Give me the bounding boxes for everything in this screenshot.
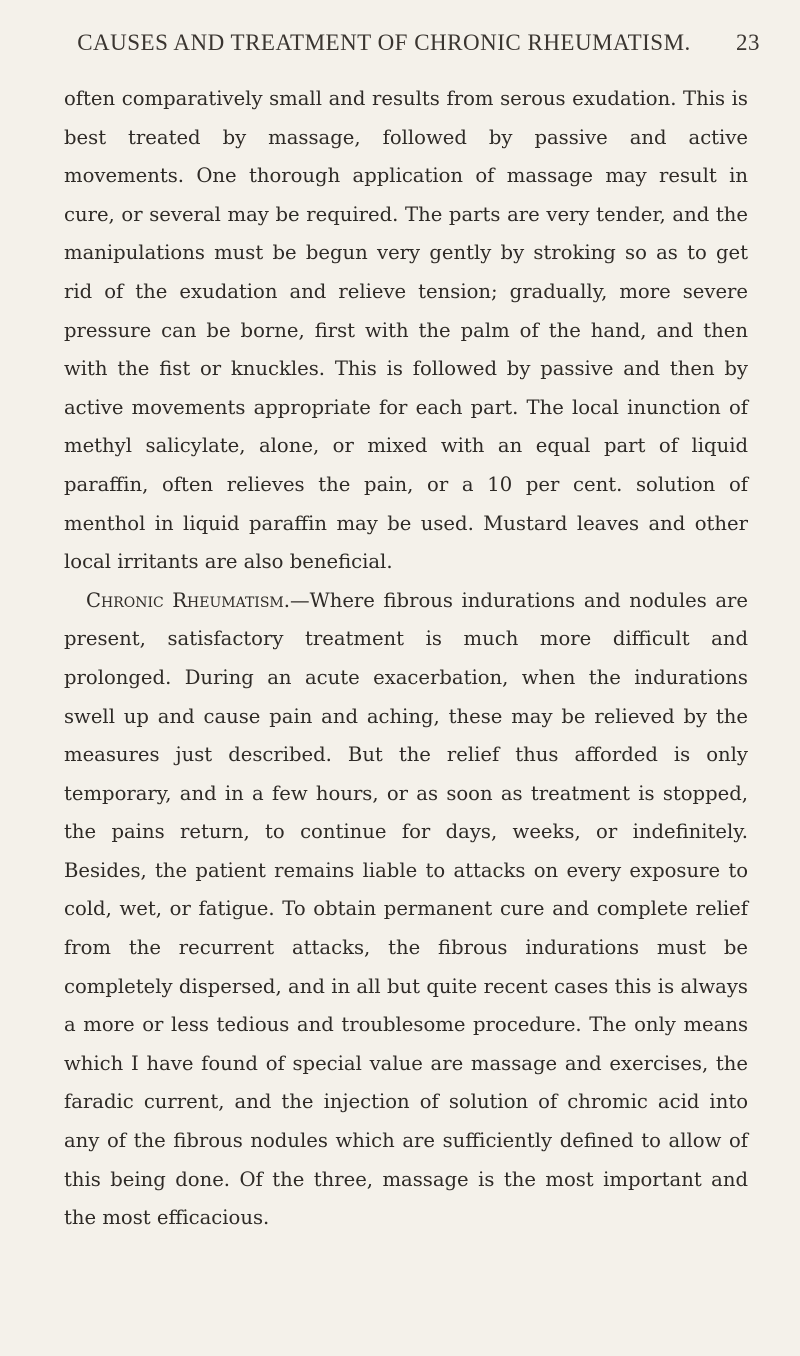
paragraph-chronic-rheumatism: [64, 582, 748, 1238]
paragraph-heading: Chronic Rheumatism.: [86, 588, 290, 612]
running-title: CAUSES AND TREATMENT OF CHRONIC RHEUMATISM.: [77, 30, 691, 55]
paragraph-text: —Where fibrous indurations and nodules are present, satisfactory treatment is much more difficult and prolonged. During an acute exacerbation, when the indurations swell up and cause pain and aching, these may be relieved by the measures just described. But the relief thus afforded is only temporary, and in a few hours, or as soon as treatment is stopped, the pains return, to continue for days, weeks, or indefinitely. Besides, the patient remains liable to attacks on every exposure to cold, wet, or fatigue. To obtain permanent cure and complete relief from the recurrent attacks, the fibrous indurations must be completely dispersed, and in all but quite recent cases this is always a more or less tedious and troublesome procedure. The only means which I have found of special value are massage and exercises, the faradic current, and the injection of solution of chromic acid into any of the fibrous nodules which are sufficiently defined to allow of this being done. Of the three, massage is the most important and the most efficacious.: [64, 588, 748, 1230]
body-text: [64, 80, 748, 1238]
paragraph-continuation: often comparatively small and results from serous exudation. This is best treated by massage, followed by passive and active movements. One thorough application of massage may result in cure, or several may be required. The parts are very tender, and the manipulations must be begun very gently by stroking so as to get rid of the exudation and relieve tension; gradually, more severe pressure can be borne, first with the palm of the hand, and then with the fist or knuckles. This is followed by passive and then by active movements appropriate for each part. The local inunction of methyl salicylate, alone, or mixed with an equal part of liquid paraffin, often relieves the pain, or a 10 per cent. solution of menthol in liquid paraffin may be used. Mustard leaves and other local irritants are also beneficial.: [64, 87, 748, 574]
running-head: [64, 30, 760, 66]
page-number: 23: [736, 30, 760, 55]
